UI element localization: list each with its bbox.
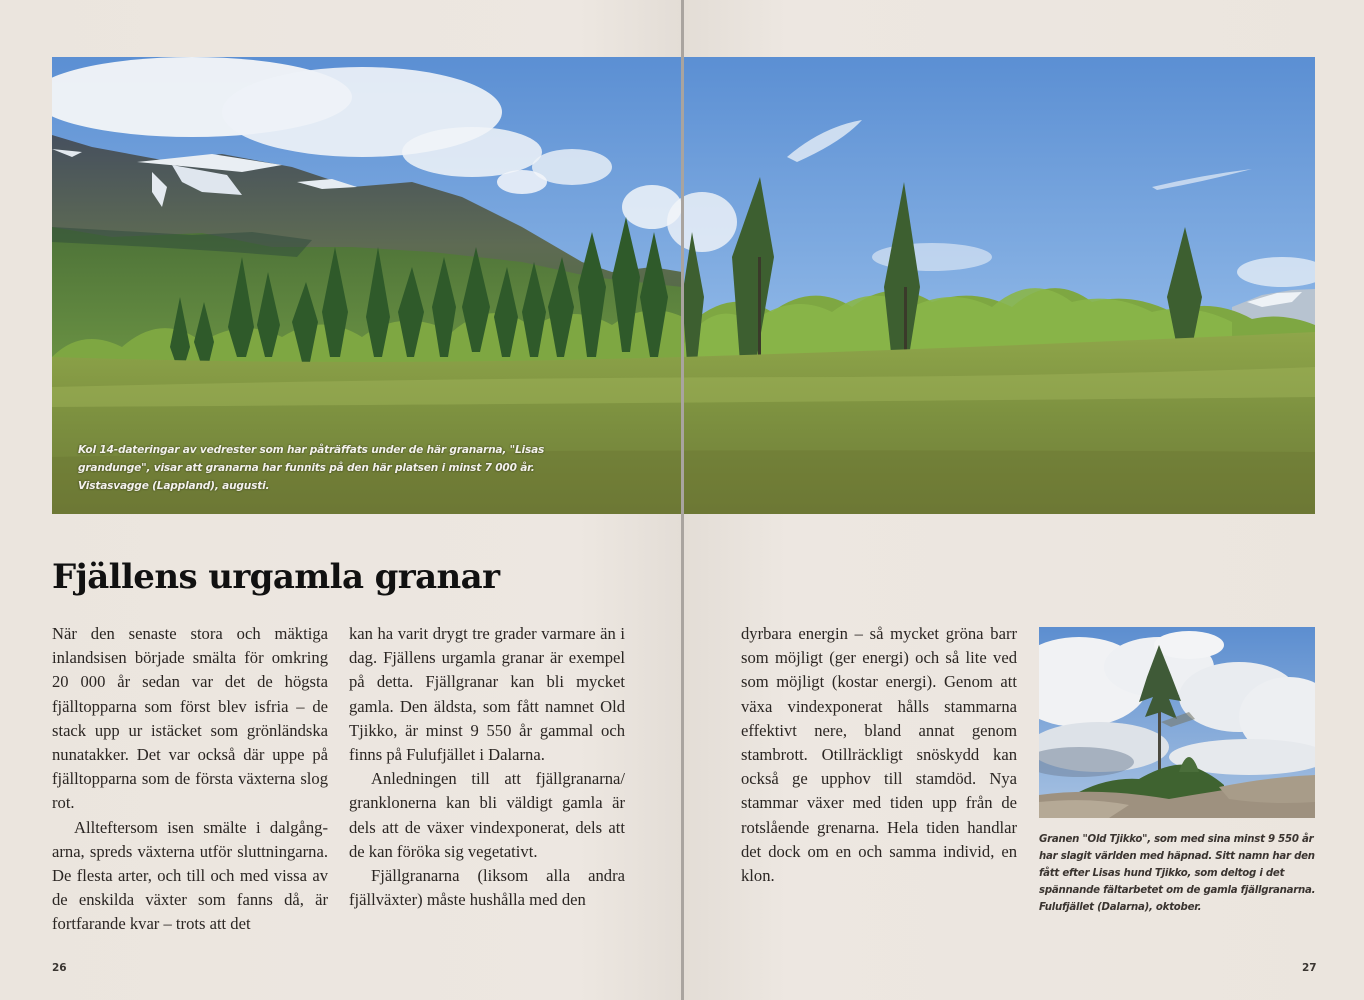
paragraph: Anledningen till att fjällgranarna/ granklonerna kan bli väldigt gamla är dels att de växer vindexponerat, dels att de kan föröka sig vegetativt. [349, 769, 625, 861]
text-column-2 [349, 622, 625, 912]
paragraph: dyrbara energin – så mycket gröna barr som möjligt (ger energi) och så lite ved som möjligt (kostar energi). Genom att växa vindexponerat hålls stammarna effektivt nere, bland annat genom stambrott. Otillräckligt snöskydd kan också ge upphov till stamdöd. Nya stammar växer med tiden upp från de rotslående grenarna. Hela tiden handlar det dock om en och samma individ, en klon. [741, 624, 1017, 886]
paragraph: kan ha varit drygt tre grader varmare än i dag. Fjällens urgamla granar är exempel på detta. Fjällgranar kan bli mycket gamla. Den äldsta, som fått namnet Old Tjikko, är minst 9 550 år gammal och finns på Fulufjället i Dalarna. [349, 624, 625, 765]
paragraph: Allteftersom isen smälte i dalgångarna, spreds växterna utför sluttningarna. De flesta arter, och till och med vissa av de enskilda växter som fanns då, är fortfarande kvar – trots att det [52, 817, 328, 934]
main-photo-caption: Kol 14-dateringar av vedrester som har påträffats under de här granarna, "Lisas grandunge", visar att granarna har funnits på den här platsen i minst 7 000 år. Vistasvagge (Lappland), augusti. [78, 444, 545, 492]
old-tjikko-illustration [1039, 627, 1315, 818]
paragraph: När den senaste stora och mäktiga inlandsisen började smälta för omkring 20 000 år sedan var det de högsta fjälltopparna som först blev isfria – de stack upp ur istäcket som grönländska nunatakker. Det var också där uppe på fjälltopparna som de första växterna slog rot. [52, 624, 328, 813]
old-tjikko-photo [1039, 627, 1315, 818]
text-column-3 [741, 622, 1017, 888]
old-tjikko-caption: Granen "Old Tjikko", som med sina minst 9 550 år har slagit världen med häpnad. Sitt namn har den fått efter Lisas hund Tjikko, som deltog i det spännande fältarbetet om de gamla fjällgranarna. Fulufjället (Dalarna), oktober. [1039, 834, 1316, 913]
page-number-left: 26 [52, 962, 67, 974]
page-number-right: 27 [1302, 962, 1317, 974]
book-gutter [681, 0, 684, 1000]
article-title: Fjällens urgamla granar [52, 557, 500, 597]
paragraph: Fjällgranarna (liksom alla andra fjällväxter) måste hushålla med den [349, 866, 625, 910]
text-column-1 [52, 622, 328, 937]
